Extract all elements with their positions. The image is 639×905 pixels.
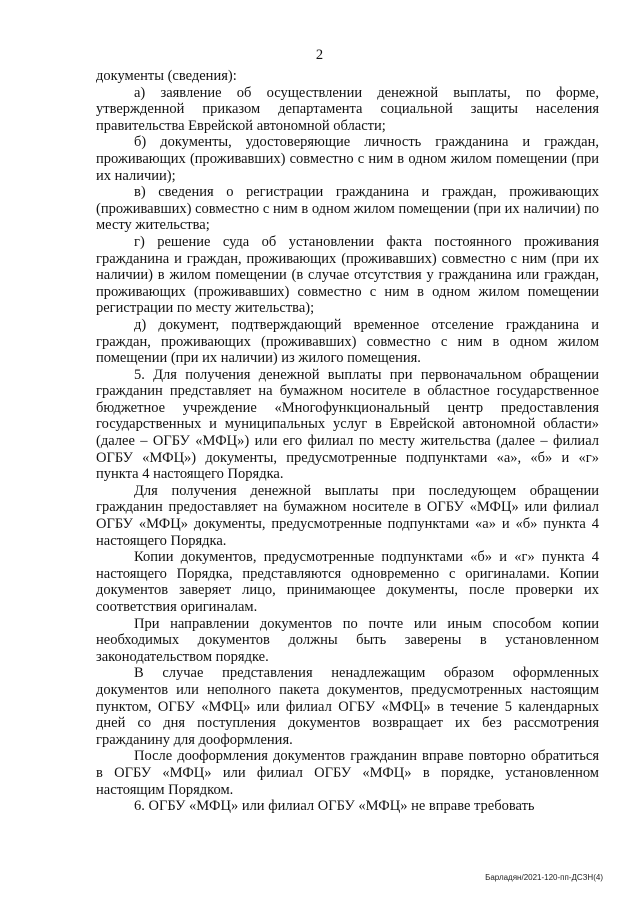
paragraph-section-5: 5. Для получения денежной выплаты при первоначальном обращении гражданин представляет на бумажном носителе в областное государственное бюджетное учреждение «Многофункциональный центр предоставления государственных и муниципальных услуг в Еврейской автономной области» (далее – ОГБУ «МФЦ») или его филиал по месту жительства (далее – филиал ОГБУ «МФЦ») документы, предусмотренные подпунктами «а», «б» и «г» пункта 4 настоящего Порядка.	[96, 366, 599, 483]
document-body	[96, 68, 599, 815]
paragraph-copies: Копии документов, предусмотренные подпунктами «б» и «г» пункта 4 настоящего Порядка, представляются одновременно с оригиналами. Копии документов заверяет лицо, принимающее документы, после проверки их соответствия оригиналам.	[96, 549, 599, 615]
paragraph-incomplete-documents: В случае представления ненадлежащим образом оформленных документов или неполного пакета документов, предусмотренных настоящим пунктом, ОГБУ «МФЦ» или филиал ОГБУ «МФЦ» в течение 5 календарных дней со дня поступления документов возвращает их без рассмотрения гражданину для дооформления.	[96, 665, 599, 748]
paragraph-item-d: д) документ, подтверждающий временное отселение гражданина и граждан, проживающих (проживавших) совместно с ним в одном жилом помещении (при их наличии) из жилого помещения.	[96, 316, 599, 367]
paragraph-item-g: г) решение суда об установлении факта постоянного проживания гражданина и граждан, проживающих (проживавших) совместно с ним (при их наличии) в жилом помещении (в случае отсутствия у гражданина или граждан, проживающих (проживавших) совместно с ним в одном жилом помещении регистрации по месту жительства);	[96, 233, 599, 317]
paragraph-subsequent-request: Для получения денежной выплаты при последующем обращении гражданин предоставляет на бумажном носителе в ОГБУ «МФЦ» или филиал ОГБУ «МФЦ» документы, предусмотренные подпунктами «а» и «б» пункта 4 настоящего Порядка.	[96, 482, 599, 549]
paragraph-documents-intro: документы (сведения):	[96, 68, 237, 84]
paragraph-item-b: б) документы, удостоверяющие личность гражданина и граждан, проживающих (проживавших) совместно с ним в одном жилом помещении (при их наличии);	[96, 134, 599, 184]
paragraph-section-6: 6. ОГБУ «МФЦ» или филиал ОГБУ «МФЦ» не вправе требовать	[134, 798, 535, 815]
paragraph-item-v: в) сведения о регистрации гражданина и граждан, проживающих (проживавших) совместно с ним в одном жилом помещении (при их наличии) по месту жительства;	[96, 184, 599, 234]
page-number: 2	[315, 47, 324, 63]
paragraph-mail: При направлении документов по почте или иным способом копии необходимых документов должны быть заверены в установленном законодательством порядке.	[96, 615, 599, 665]
footer-document-code: Барладян/2021-120-пп-ДСЗН(4)	[485, 873, 603, 882]
paragraph-repeat-request: После дооформления документов гражданин вправе повторно обратиться в ОГБУ «МФЦ» или филиал ОГБУ «МФЦ» в порядке, установленном настоящим Порядком.	[96, 748, 599, 798]
paragraph-item-a: а) заявление об осуществлении денежной выплаты, по форме, утвержденной приказом департамента социальной защиты населения правительства Еврейской автономной области;	[96, 84, 599, 134]
